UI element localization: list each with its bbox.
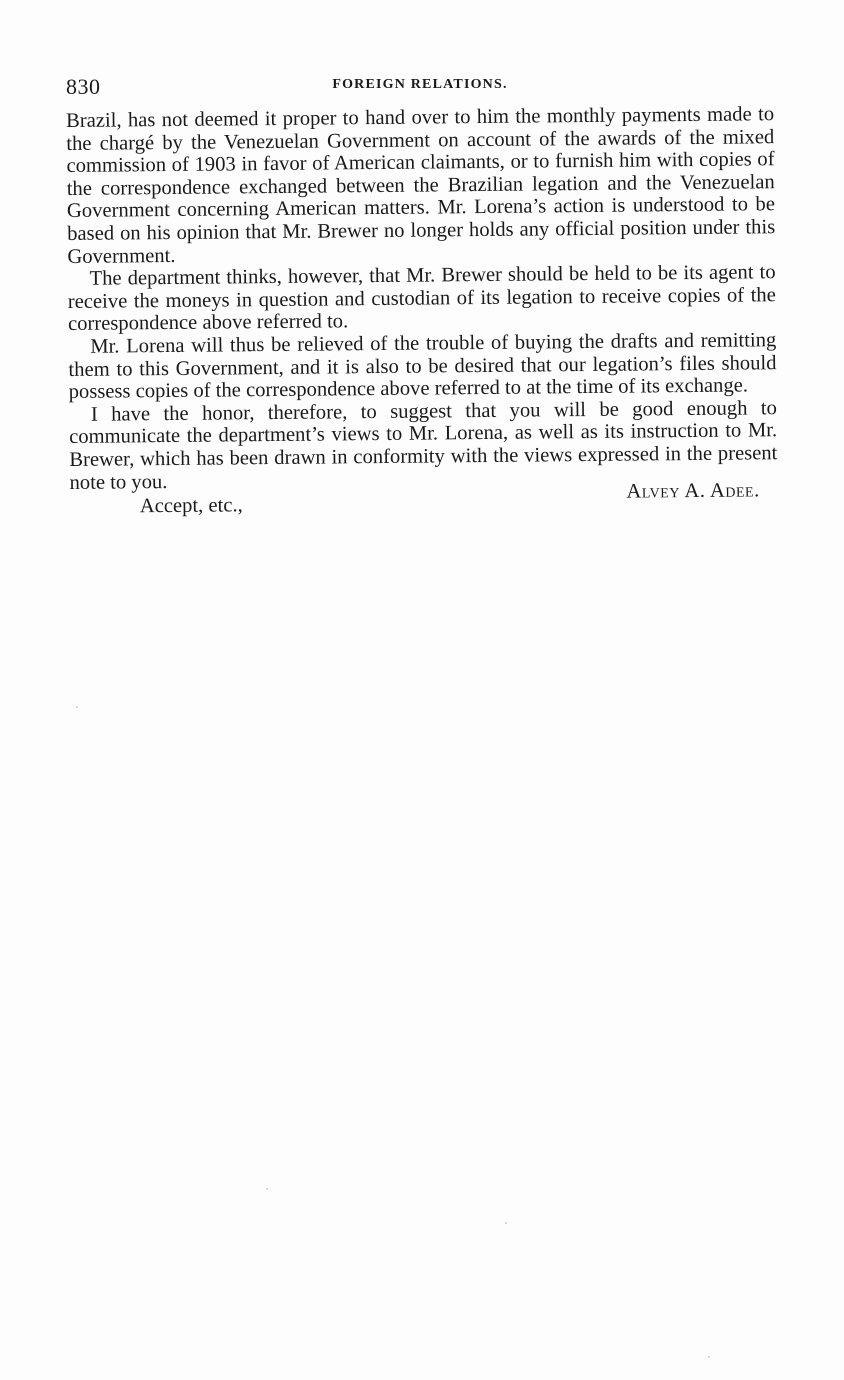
letter-body: [66, 103, 778, 520]
complimentary-close: Accept, etc.,: [139, 494, 243, 518]
paragraph-continuation: Brazil, has not deemed it proper to hand over to him the monthly payments made to the chargé by the Venezuelan Government on account of the awards of the mixed commission of 1903 in favor of American claimants, or to furnish him with copies of the correspondence exchanged between the Brazilian legation and the Venezuelan Government concerning American matters. Mr. Lorena’s action is understood to be based on his opinion that Mr. Brewer no longer holds any official position under this Government.: [66, 103, 776, 268]
paper-speck: [505, 1222, 507, 1224]
paper-speck: [266, 1188, 268, 1190]
closing-block: [70, 479, 778, 520]
paper-speck: [76, 706, 78, 708]
paragraph: The department thinks, however, that Mr. Brewer should be held to be its agent to receive the moneys in question and custodian of its legation to receive copies of the correspondence above referred to.: [67, 261, 776, 336]
paragraph: I have the honor, therefore, to suggest that you will be good enough to communicate the department’s views to Mr. Lorena, as well as its instruction to Mr. Brewer, which has been drawn in conformity with the views expressed in the present note to you.: [69, 396, 778, 494]
page-header: [66, 74, 774, 102]
paragraph: Mr. Lorena will thus be relieved of the trouble of buying the drafts and remitting them to this Government, and it is also to be desired that our legation’s files should possess copies of the correspondence above referred to at the time of its exchange.: [68, 329, 777, 404]
signature: Alvey A. Adee.: [626, 479, 760, 503]
running-head: FOREIGN RELATIONS.: [332, 77, 508, 92]
paper-speck: [708, 1356, 710, 1358]
page-number: 830: [66, 74, 101, 99]
